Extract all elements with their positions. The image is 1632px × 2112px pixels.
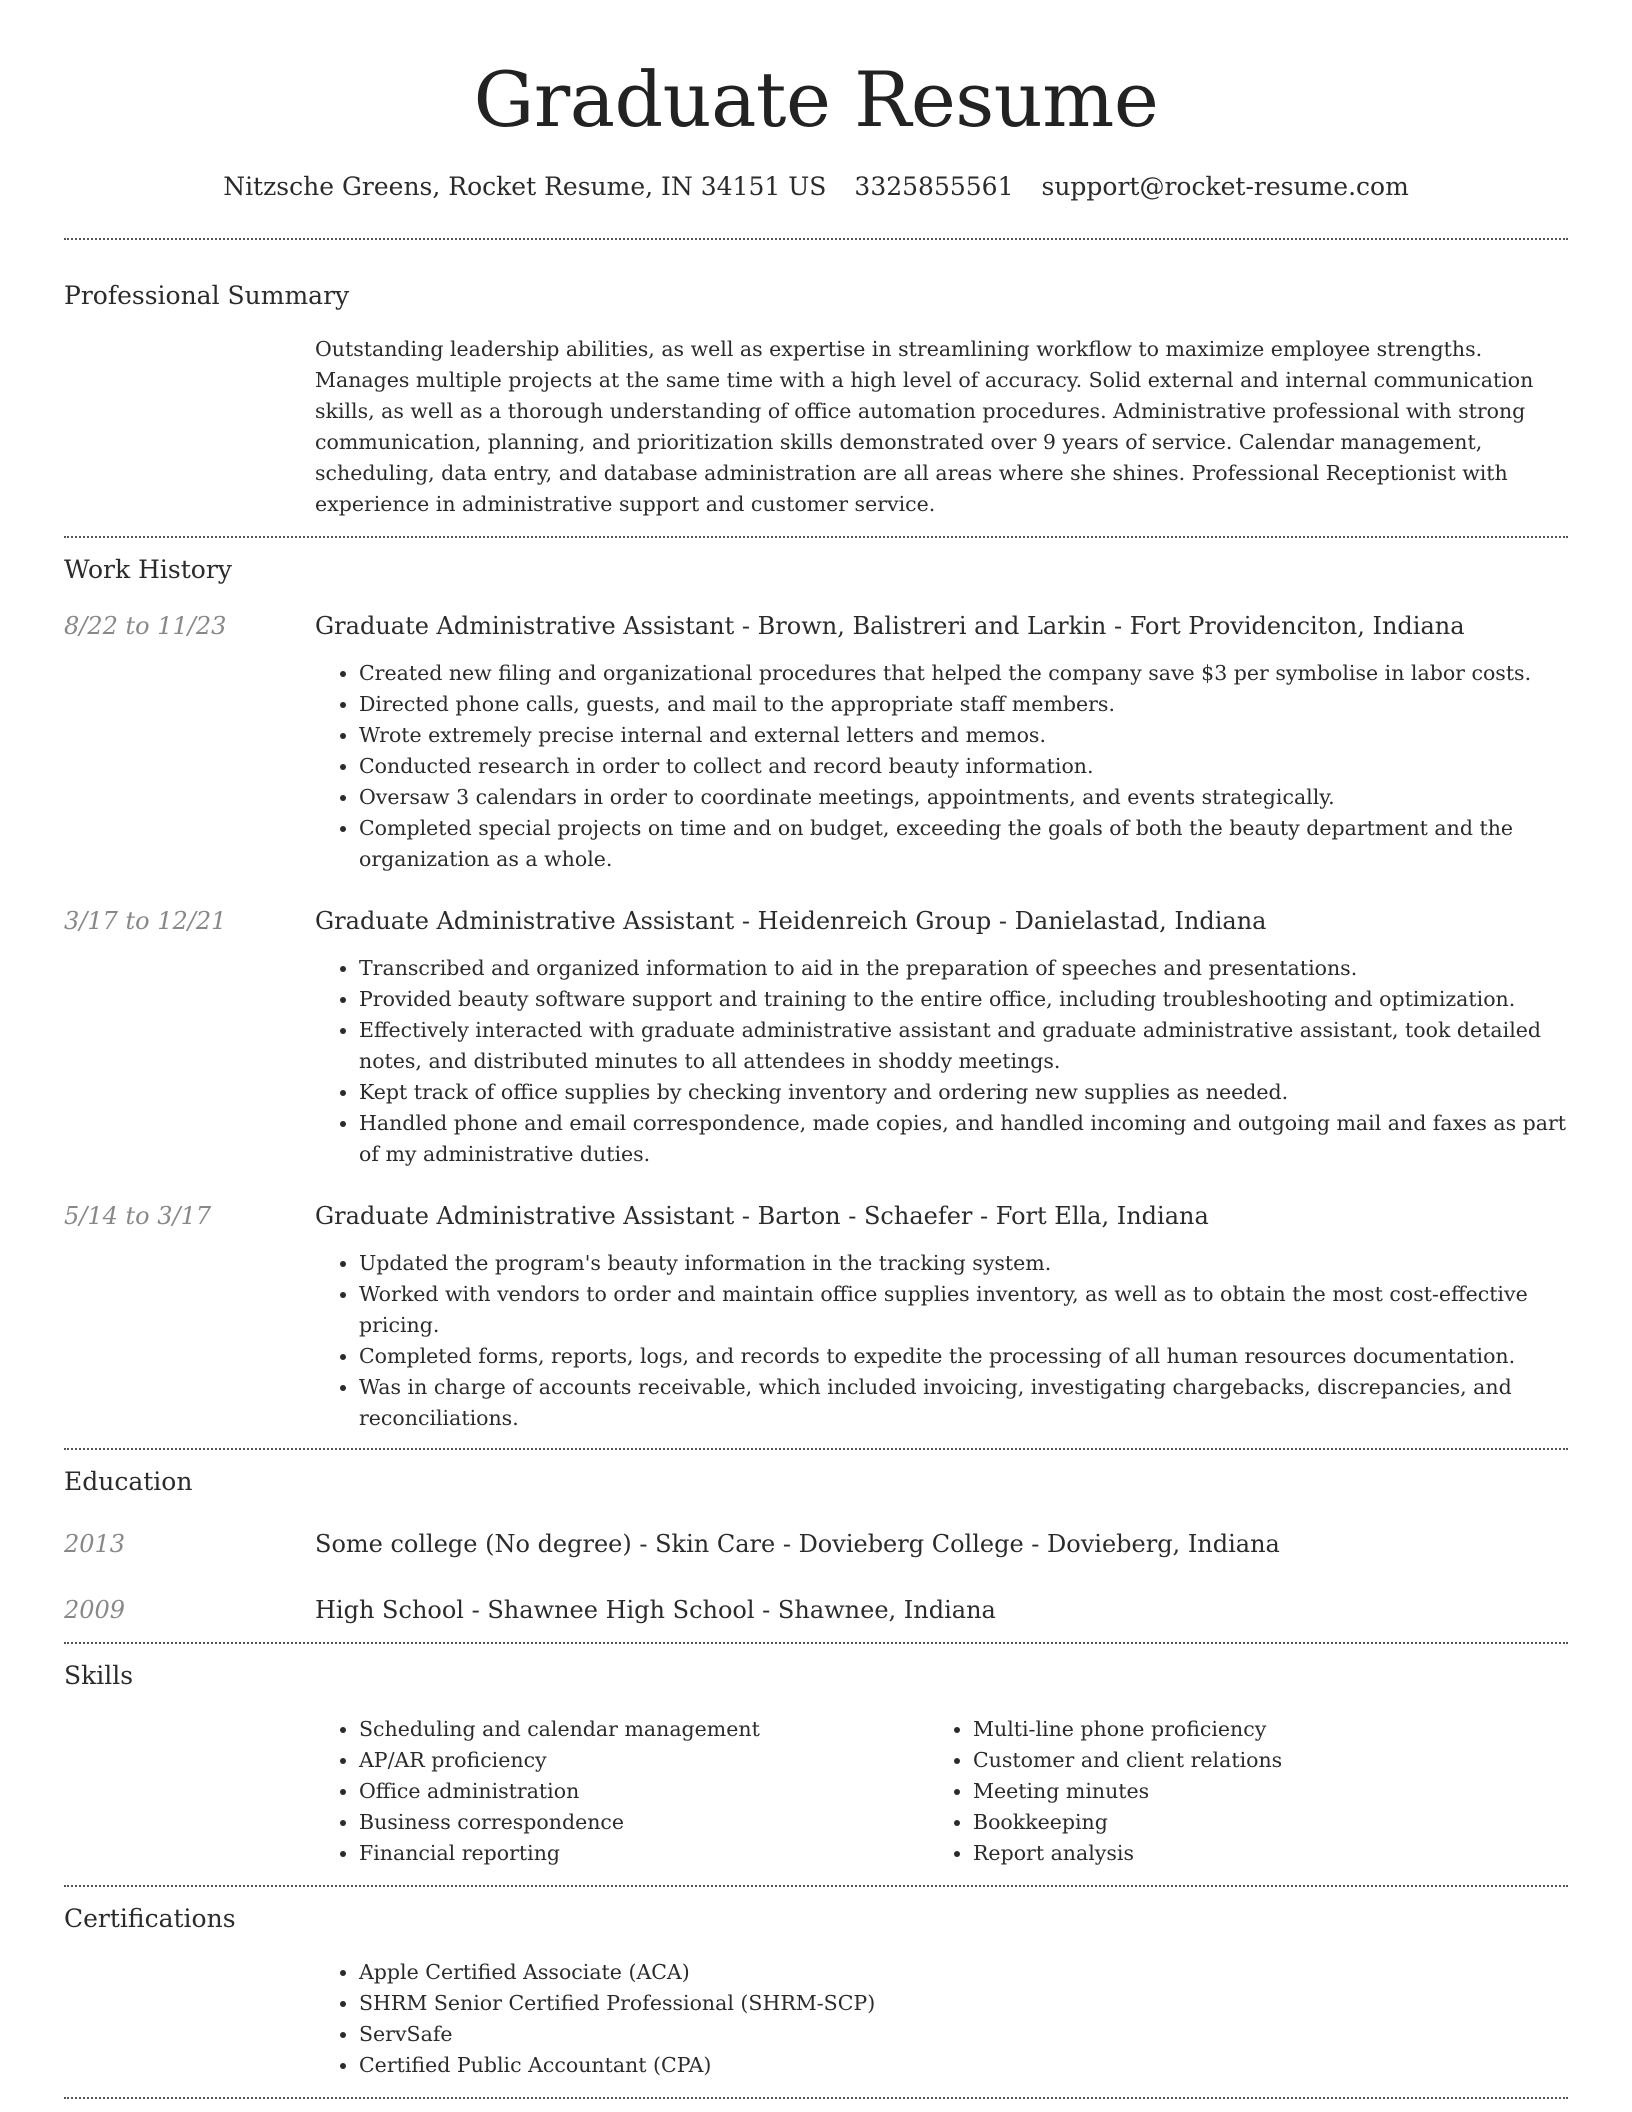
- job-heading: Graduate Administrative Assistant - Barton - Schaefer - Fort Ella, Indiana: [315, 1202, 1209, 1230]
- job-heading: Graduate Administrative Assistant - Heidenreich Group - Danielastad, Indiana: [315, 907, 1267, 935]
- education-heading: Education: [64, 1467, 193, 1496]
- section-divider: [64, 2097, 1568, 2099]
- list-item: • Meeting minutes: [973, 1776, 1543, 1807]
- list-item: • Directed phone calls, guests, and mail to the appropriate staff members.: [359, 689, 1568, 720]
- resume-title: Graduate Resume: [473, 55, 1159, 144]
- education-details: High School - Shawnee High School - Shawnee, Indiana: [315, 1596, 996, 1624]
- section-divider: [64, 238, 1568, 240]
- skills-heading: Skills: [64, 1661, 134, 1690]
- list-item: • AP/AR proficiency: [359, 1745, 929, 1776]
- list-item: • Certified Public Accountant (CPA): [359, 2050, 1568, 2081]
- list-item: • Scheduling and calendar management: [359, 1714, 929, 1745]
- list-item: • Was in charge of accounts receivable, which included invoicing, investigating chargebacks, discrepancies, and reconciliations.: [359, 1372, 1568, 1434]
- list-item: • Bookkeeping: [973, 1807, 1543, 1838]
- list-item: • Report analysis: [973, 1838, 1543, 1869]
- job-dates: 8/22 to 11/23: [64, 612, 227, 640]
- summary-text: Outstanding leadership abilities, as well as expertise in streamlining workflow to maximize employee strengths. Manages multiple projects at the same time with a high level of accuracy. Solid external and internal communication skills, as well as a thorough understanding of office automation procedures. Administrative professional with strong communication, planning, and prioritization skills demonstrated over 9 years of service. Calendar management, scheduling, data entry, and database administration are all areas where she shines. Professional Receptionist with experience in administrative support and customer service.: [315, 337, 1534, 516]
- list-item: • Office administration: [359, 1776, 929, 1807]
- list-item: • Customer and client relations: [973, 1745, 1543, 1776]
- list-item: • Wrote extremely precise internal and external letters and memos.: [359, 720, 1568, 751]
- list-item: • Apple Certified Associate (ACA): [359, 1957, 1568, 1988]
- education-entry: [64, 1594, 1568, 1626]
- job-bullets: [315, 658, 1568, 875]
- certifications-list: [315, 1957, 1568, 2081]
- list-item: • Created new filing and organizational procedures that helped the company save $3 per symbolise in labor costs.: [359, 658, 1568, 689]
- work-history-heading: Work History: [64, 555, 232, 584]
- contact-phone: 3325855561: [854, 172, 1014, 201]
- education-entry: [64, 1528, 1568, 1560]
- spacer: [64, 2081, 1568, 2097]
- job-heading: Graduate Administrative Assistant - Brown, Balistreri and Larkin - Fort Providenciton, Indiana: [315, 612, 1465, 640]
- job-bullets: [315, 953, 1568, 1170]
- job-entry: [64, 1200, 1568, 1434]
- list-item: • Provided beauty software support and training to the entire office, including troubleshooting and optimization.: [359, 984, 1568, 1015]
- skills-columns: [315, 1714, 1568, 1869]
- skills-left-list: [315, 1714, 929, 1869]
- certifications-heading: Certifications: [64, 1904, 236, 1933]
- job-dates: 5/14 to 3/17: [64, 1202, 212, 1230]
- list-item: • Transcribed and organized information to aid in the preparation of speeches and presentations.: [359, 953, 1568, 984]
- job-entry: [64, 905, 1568, 1170]
- contact-address: Nitzsche Greens, Rocket Resume, IN 34151 US: [223, 172, 827, 201]
- job-entry: [64, 610, 1568, 875]
- job-body: [315, 905, 1568, 1170]
- list-item: • SHRM Senior Certified Professional (SHRM-SCP): [359, 1988, 1568, 2019]
- list-item: • Updated the program's beauty information in the tracking system.: [359, 1248, 1568, 1279]
- education-year: 2013: [64, 1530, 126, 1558]
- job-dates: 3/17 to 12/21: [64, 907, 227, 935]
- list-item: • Effectively interacted with graduate administrative assistant and graduate administrative assistant, took detailed notes, and distributed minutes to all attendees in shoddy meetings.: [359, 1015, 1568, 1077]
- list-item: • Multi-line phone proficiency: [973, 1714, 1543, 1745]
- contact-email: support@rocket-resume.com: [1041, 172, 1409, 201]
- list-item: • Financial reporting: [359, 1838, 929, 1869]
- skills-section: [64, 1644, 1568, 1885]
- certifications-section: [64, 1887, 1568, 2097]
- job-bullets: [315, 1248, 1568, 1434]
- list-item: • Business correspondence: [359, 1807, 929, 1838]
- list-item: • Completed forms, reports, logs, and records to expedite the processing of all human resources documentation.: [359, 1341, 1568, 1372]
- job-body: [315, 1200, 1568, 1434]
- contact-line: [64, 170, 1568, 204]
- certifications-list-wrap: [315, 1957, 1568, 2081]
- summary-heading: Professional Summary: [64, 281, 350, 310]
- work-history-section: [64, 538, 1568, 1448]
- job-body: [315, 610, 1568, 875]
- spacer: [64, 1626, 1568, 1642]
- skills-right-list: [929, 1714, 1543, 1869]
- summary-section: [64, 280, 1568, 520]
- spacer: [64, 1869, 1568, 1885]
- spacer: [64, 1434, 1568, 1448]
- list-item: • Completed special projects on time and on budget, exceeding the goals of both the beauty department and the organization as a whole.: [359, 813, 1568, 875]
- education-details: Some college (No degree) - Skin Care - Dovieberg College - Dovieberg, Indiana: [315, 1530, 1280, 1558]
- list-item: • Kept track of office supplies by checking inventory and ordering new supplies as needed.: [359, 1077, 1568, 1108]
- education-section: [64, 1450, 1568, 1642]
- list-item: • ServSafe: [359, 2019, 1568, 2050]
- list-item: • Worked with vendors to order and maintain office supplies inventory, as well as to obtain the most cost-effective pricing.: [359, 1279, 1568, 1341]
- list-item: • Oversaw 3 calendars in order to coordinate meetings, appointments, and events strategically.: [359, 782, 1568, 813]
- list-item: • Conducted research in order to collect and record beauty information.: [359, 751, 1568, 782]
- education-year: 2009: [64, 1596, 126, 1624]
- list-item: • Handled phone and email correspondence, made copies, and handled incoming and outgoing mail and faxes as part of my administrative duties.: [359, 1108, 1568, 1170]
